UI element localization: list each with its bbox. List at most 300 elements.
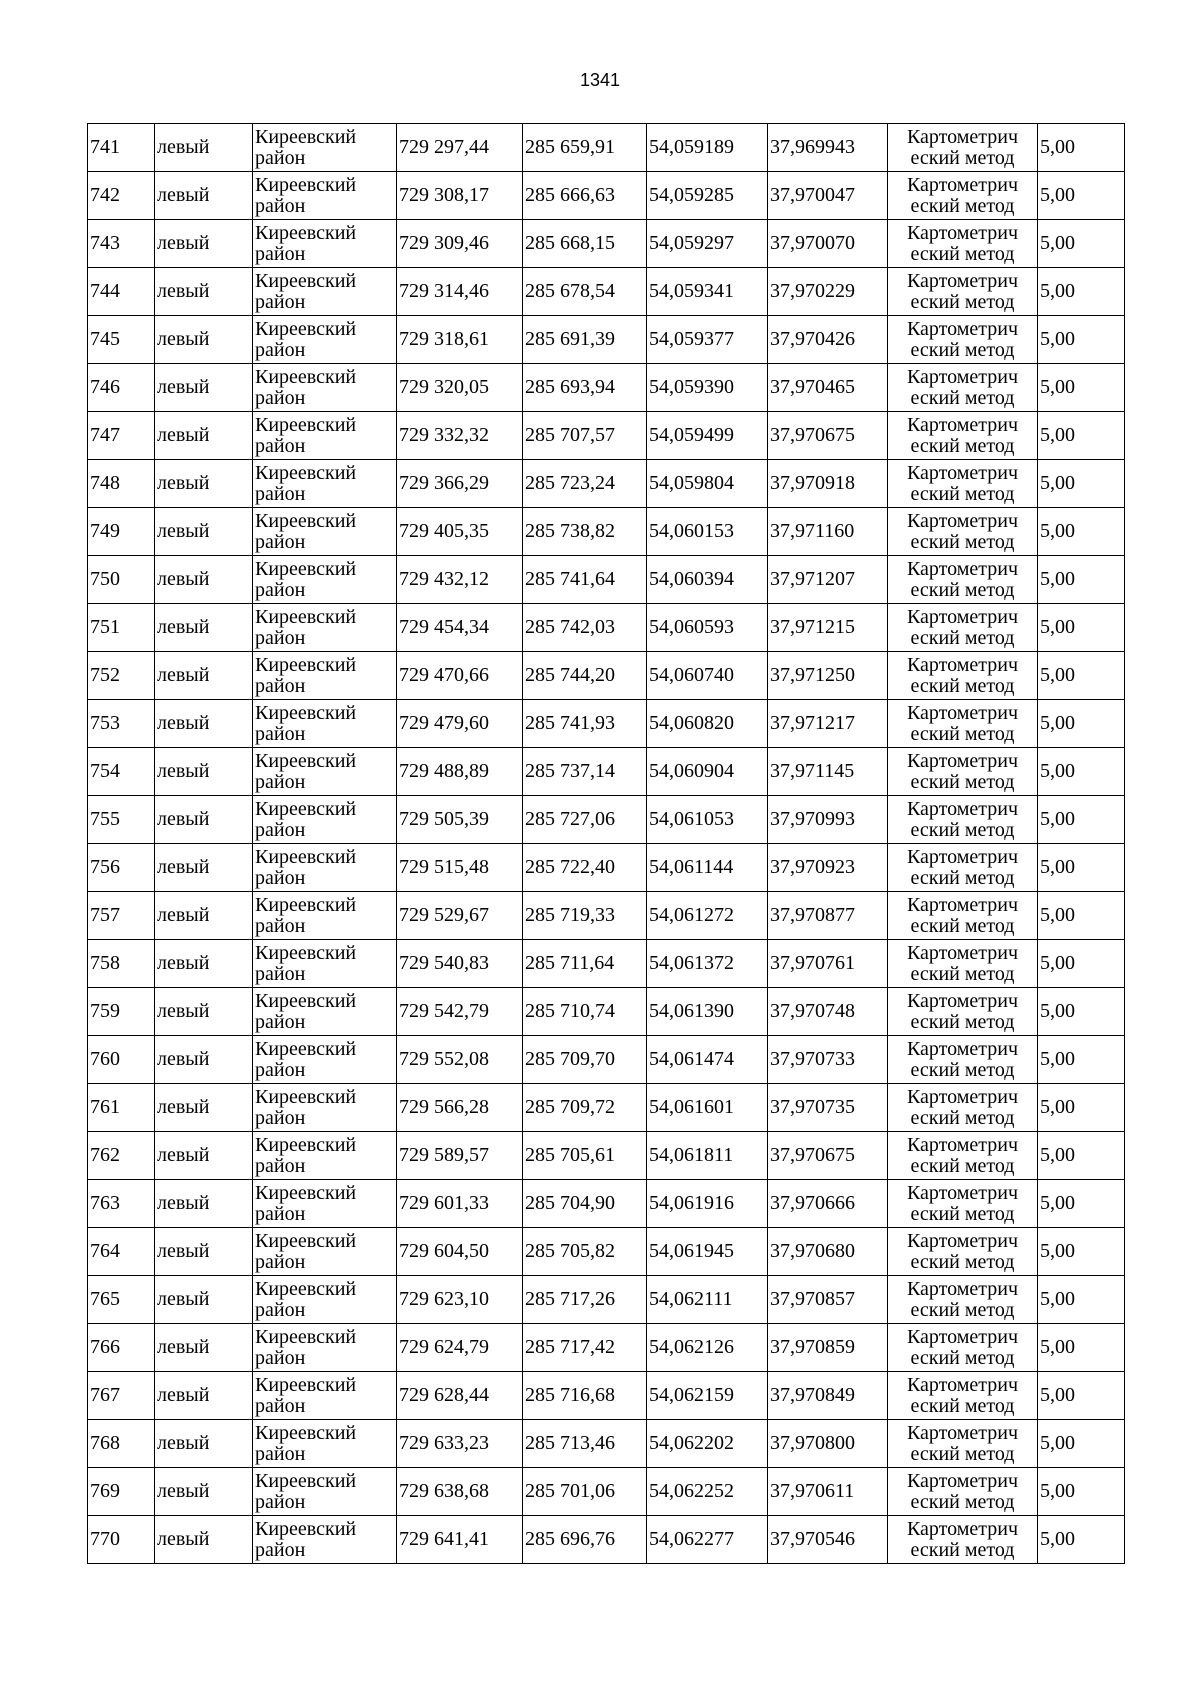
table-row	[88, 652, 1125, 700]
district-cell: Киреевский район	[253, 556, 397, 604]
side-cell: левый	[155, 1516, 253, 1564]
table-row	[88, 796, 1125, 844]
y-coordinate-cell: 285 727,06	[523, 796, 647, 844]
side-cell: левый	[155, 1324, 253, 1372]
latitude-cell: 54,060394	[647, 556, 768, 604]
table-row	[88, 364, 1125, 412]
table-row	[88, 700, 1125, 748]
method-cell: Картометрич еский метод	[888, 460, 1038, 508]
y-coordinate-cell: 285 717,26	[523, 1276, 647, 1324]
y-coordinate-cell: 285 741,93	[523, 700, 647, 748]
method-cell: Картометрич еский метод	[888, 508, 1038, 556]
y-coordinate-cell: 285 709,70	[523, 1036, 647, 1084]
x-coordinate-cell: 729 623,10	[397, 1276, 523, 1324]
accuracy-cell: 5,00	[1038, 700, 1125, 748]
table-row	[88, 1228, 1125, 1276]
accuracy-cell: 5,00	[1038, 988, 1125, 1036]
longitude-cell: 37,970611	[768, 1468, 888, 1516]
method-cell: Картометрич еский метод	[888, 1420, 1038, 1468]
y-coordinate-cell: 285 742,03	[523, 604, 647, 652]
side-cell: левый	[155, 1468, 253, 1516]
point-number-cell: 755	[88, 796, 155, 844]
district-cell: Киреевский район	[253, 1180, 397, 1228]
latitude-cell: 54,062159	[647, 1372, 768, 1420]
longitude-cell: 37,970923	[768, 844, 888, 892]
district-cell: Киреевский район	[253, 988, 397, 1036]
latitude-cell: 54,061390	[647, 988, 768, 1036]
side-cell: левый	[155, 892, 253, 940]
side-cell: левый	[155, 1084, 253, 1132]
y-coordinate-cell: 285 709,72	[523, 1084, 647, 1132]
district-cell: Киреевский район	[253, 460, 397, 508]
side-cell: левый	[155, 748, 253, 796]
point-number-cell: 768	[88, 1420, 155, 1468]
side-cell: левый	[155, 988, 253, 1036]
x-coordinate-cell: 729 332,32	[397, 412, 523, 460]
method-cell: Картометрич еский метод	[888, 940, 1038, 988]
x-coordinate-cell: 729 318,61	[397, 316, 523, 364]
side-cell: левый	[155, 412, 253, 460]
table-row	[88, 1276, 1125, 1324]
district-cell: Киреевский район	[253, 892, 397, 940]
point-number-cell: 758	[88, 940, 155, 988]
side-cell: левый	[155, 604, 253, 652]
y-coordinate-cell: 285 666,63	[523, 172, 647, 220]
accuracy-cell: 5,00	[1038, 556, 1125, 604]
side-cell: левый	[155, 1276, 253, 1324]
side-cell: левый	[155, 364, 253, 412]
longitude-cell: 37,970465	[768, 364, 888, 412]
coordinates-table	[87, 123, 1125, 1564]
accuracy-cell: 5,00	[1038, 1420, 1125, 1468]
side-cell: левый	[155, 796, 253, 844]
accuracy-cell: 5,00	[1038, 508, 1125, 556]
longitude-cell: 37,970859	[768, 1324, 888, 1372]
y-coordinate-cell: 285 737,14	[523, 748, 647, 796]
accuracy-cell: 5,00	[1038, 1228, 1125, 1276]
table-row	[88, 316, 1125, 364]
table-row	[88, 1468, 1125, 1516]
point-number-cell: 756	[88, 844, 155, 892]
method-cell: Картометрич еский метод	[888, 412, 1038, 460]
district-cell: Киреевский район	[253, 412, 397, 460]
point-number-cell: 754	[88, 748, 155, 796]
x-coordinate-cell: 729 641,41	[397, 1516, 523, 1564]
longitude-cell: 37,970666	[768, 1180, 888, 1228]
method-cell: Картометрич еский метод	[888, 844, 1038, 892]
latitude-cell: 54,060740	[647, 652, 768, 700]
y-coordinate-cell: 285 693,94	[523, 364, 647, 412]
point-number-cell: 763	[88, 1180, 155, 1228]
y-coordinate-cell: 285 707,57	[523, 412, 647, 460]
x-coordinate-cell: 729 604,50	[397, 1228, 523, 1276]
y-coordinate-cell: 285 716,68	[523, 1372, 647, 1420]
point-number-cell: 767	[88, 1372, 155, 1420]
y-coordinate-cell: 285 668,15	[523, 220, 647, 268]
latitude-cell: 54,061144	[647, 844, 768, 892]
longitude-cell: 37,970748	[768, 988, 888, 1036]
point-number-cell: 743	[88, 220, 155, 268]
x-coordinate-cell: 729 601,33	[397, 1180, 523, 1228]
longitude-cell: 37,970735	[768, 1084, 888, 1132]
district-cell: Киреевский район	[253, 1516, 397, 1564]
accuracy-cell: 5,00	[1038, 124, 1125, 172]
y-coordinate-cell: 285 738,82	[523, 508, 647, 556]
side-cell: левый	[155, 844, 253, 892]
longitude-cell: 37,970546	[768, 1516, 888, 1564]
latitude-cell: 54,060593	[647, 604, 768, 652]
longitude-cell: 37,970849	[768, 1372, 888, 1420]
method-cell: Картометрич еский метод	[888, 1132, 1038, 1180]
accuracy-cell: 5,00	[1038, 220, 1125, 268]
latitude-cell: 54,059189	[647, 124, 768, 172]
table-row	[88, 1372, 1125, 1420]
longitude-cell: 37,971207	[768, 556, 888, 604]
longitude-cell: 37,970800	[768, 1420, 888, 1468]
latitude-cell: 54,062126	[647, 1324, 768, 1372]
point-number-cell: 764	[88, 1228, 155, 1276]
x-coordinate-cell: 729 515,48	[397, 844, 523, 892]
accuracy-cell: 5,00	[1038, 364, 1125, 412]
x-coordinate-cell: 729 529,67	[397, 892, 523, 940]
method-cell: Картометрич еский метод	[888, 556, 1038, 604]
method-cell: Картометрич еский метод	[888, 1228, 1038, 1276]
latitude-cell: 54,061811	[647, 1132, 768, 1180]
latitude-cell: 54,059297	[647, 220, 768, 268]
table-body	[88, 124, 1125, 1564]
latitude-cell: 54,061272	[647, 892, 768, 940]
x-coordinate-cell: 729 542,79	[397, 988, 523, 1036]
point-number-cell: 752	[88, 652, 155, 700]
point-number-cell: 746	[88, 364, 155, 412]
point-number-cell: 761	[88, 1084, 155, 1132]
y-coordinate-cell: 285 659,91	[523, 124, 647, 172]
y-coordinate-cell: 285 678,54	[523, 268, 647, 316]
point-number-cell: 745	[88, 316, 155, 364]
latitude-cell: 54,061916	[647, 1180, 768, 1228]
side-cell: левый	[155, 1180, 253, 1228]
method-cell: Картометрич еский метод	[888, 988, 1038, 1036]
district-cell: Киреевский район	[253, 508, 397, 556]
x-coordinate-cell: 729 624,79	[397, 1324, 523, 1372]
side-cell: левый	[155, 652, 253, 700]
x-coordinate-cell: 729 505,39	[397, 796, 523, 844]
latitude-cell: 54,062252	[647, 1468, 768, 1516]
point-number-cell: 765	[88, 1276, 155, 1324]
table-row	[88, 124, 1125, 172]
longitude-cell: 37,970229	[768, 268, 888, 316]
table-row	[88, 892, 1125, 940]
method-cell: Картометрич еский метод	[888, 172, 1038, 220]
side-cell: левый	[155, 700, 253, 748]
accuracy-cell: 5,00	[1038, 316, 1125, 364]
longitude-cell: 37,971160	[768, 508, 888, 556]
accuracy-cell: 5,00	[1038, 1324, 1125, 1372]
y-coordinate-cell: 285 713,46	[523, 1420, 647, 1468]
point-number-cell: 770	[88, 1516, 155, 1564]
point-number-cell: 744	[88, 268, 155, 316]
y-coordinate-cell: 285 705,82	[523, 1228, 647, 1276]
table-row	[88, 604, 1125, 652]
table-row	[88, 1180, 1125, 1228]
side-cell: левый	[155, 124, 253, 172]
side-cell: левый	[155, 1228, 253, 1276]
method-cell: Картометрич еский метод	[888, 748, 1038, 796]
table-row	[88, 556, 1125, 604]
table-row	[88, 1132, 1125, 1180]
accuracy-cell: 5,00	[1038, 1180, 1125, 1228]
latitude-cell: 54,061474	[647, 1036, 768, 1084]
point-number-cell: 749	[88, 508, 155, 556]
method-cell: Картометрич еский метод	[888, 364, 1038, 412]
longitude-cell: 37,970426	[768, 316, 888, 364]
district-cell: Киреевский район	[253, 1276, 397, 1324]
x-coordinate-cell: 729 488,89	[397, 748, 523, 796]
latitude-cell: 54,061372	[647, 940, 768, 988]
accuracy-cell: 5,00	[1038, 604, 1125, 652]
y-coordinate-cell: 285 741,64	[523, 556, 647, 604]
point-number-cell: 759	[88, 988, 155, 1036]
district-cell: Киреевский район	[253, 220, 397, 268]
district-cell: Киреевский район	[253, 268, 397, 316]
district-cell: Киреевский район	[253, 364, 397, 412]
table-row	[88, 268, 1125, 316]
x-coordinate-cell: 729 628,44	[397, 1372, 523, 1420]
method-cell: Картометрич еский метод	[888, 220, 1038, 268]
point-number-cell: 753	[88, 700, 155, 748]
x-coordinate-cell: 729 470,66	[397, 652, 523, 700]
accuracy-cell: 5,00	[1038, 1516, 1125, 1564]
latitude-cell: 54,062202	[647, 1420, 768, 1468]
y-coordinate-cell: 285 705,61	[523, 1132, 647, 1180]
district-cell: Киреевский район	[253, 172, 397, 220]
accuracy-cell: 5,00	[1038, 268, 1125, 316]
latitude-cell: 54,060153	[647, 508, 768, 556]
latitude-cell: 54,059341	[647, 268, 768, 316]
latitude-cell: 54,061945	[647, 1228, 768, 1276]
district-cell: Киреевский район	[253, 1468, 397, 1516]
district-cell: Киреевский район	[253, 1420, 397, 1468]
method-cell: Картометрич еский метод	[888, 604, 1038, 652]
x-coordinate-cell: 729 308,17	[397, 172, 523, 220]
method-cell: Картометрич еский метод	[888, 1468, 1038, 1516]
y-coordinate-cell: 285 717,42	[523, 1324, 647, 1372]
accuracy-cell: 5,00	[1038, 1036, 1125, 1084]
table-row	[88, 1084, 1125, 1132]
longitude-cell: 37,970675	[768, 1132, 888, 1180]
latitude-cell: 54,062277	[647, 1516, 768, 1564]
accuracy-cell: 5,00	[1038, 748, 1125, 796]
method-cell: Картометрич еский метод	[888, 652, 1038, 700]
side-cell: левый	[155, 940, 253, 988]
accuracy-cell: 5,00	[1038, 844, 1125, 892]
accuracy-cell: 5,00	[1038, 1132, 1125, 1180]
district-cell: Киреевский район	[253, 940, 397, 988]
x-coordinate-cell: 729 432,12	[397, 556, 523, 604]
point-number-cell: 769	[88, 1468, 155, 1516]
method-cell: Картометрич еский метод	[888, 124, 1038, 172]
district-cell: Киреевский район	[253, 316, 397, 364]
method-cell: Картометрич еский метод	[888, 1276, 1038, 1324]
accuracy-cell: 5,00	[1038, 652, 1125, 700]
x-coordinate-cell: 729 309,46	[397, 220, 523, 268]
table-row	[88, 1324, 1125, 1372]
latitude-cell: 54,061601	[647, 1084, 768, 1132]
side-cell: левый	[155, 1420, 253, 1468]
side-cell: левый	[155, 460, 253, 508]
side-cell: левый	[155, 1036, 253, 1084]
table-row	[88, 220, 1125, 268]
point-number-cell: 760	[88, 1036, 155, 1084]
longitude-cell: 37,970877	[768, 892, 888, 940]
longitude-cell: 37,970047	[768, 172, 888, 220]
page-number: 1341	[579, 70, 621, 90]
longitude-cell: 37,970918	[768, 460, 888, 508]
longitude-cell: 37,970761	[768, 940, 888, 988]
y-coordinate-cell: 285 719,33	[523, 892, 647, 940]
longitude-cell: 37,970675	[768, 412, 888, 460]
side-cell: левый	[155, 556, 253, 604]
accuracy-cell: 5,00	[1038, 940, 1125, 988]
accuracy-cell: 5,00	[1038, 796, 1125, 844]
y-coordinate-cell: 285 711,64	[523, 940, 647, 988]
point-number-cell: 766	[88, 1324, 155, 1372]
table-row	[88, 1036, 1125, 1084]
y-coordinate-cell: 285 722,40	[523, 844, 647, 892]
table-row	[88, 508, 1125, 556]
table-row	[88, 412, 1125, 460]
x-coordinate-cell: 729 320,05	[397, 364, 523, 412]
point-number-cell: 757	[88, 892, 155, 940]
table-row	[88, 460, 1125, 508]
district-cell: Киреевский район	[253, 1372, 397, 1420]
longitude-cell: 37,969943	[768, 124, 888, 172]
y-coordinate-cell: 285 723,24	[523, 460, 647, 508]
x-coordinate-cell: 729 589,57	[397, 1132, 523, 1180]
district-cell: Киреевский район	[253, 796, 397, 844]
accuracy-cell: 5,00	[1038, 892, 1125, 940]
side-cell: левый	[155, 172, 253, 220]
x-coordinate-cell: 729 405,35	[397, 508, 523, 556]
method-cell: Картометрич еский метод	[888, 892, 1038, 940]
point-number-cell: 762	[88, 1132, 155, 1180]
district-cell: Киреевский район	[253, 1084, 397, 1132]
x-coordinate-cell: 729 552,08	[397, 1036, 523, 1084]
table-row	[88, 1516, 1125, 1564]
side-cell: левый	[155, 1132, 253, 1180]
x-coordinate-cell: 729 314,46	[397, 268, 523, 316]
table-row	[88, 988, 1125, 1036]
side-cell: левый	[155, 220, 253, 268]
table-row	[88, 172, 1125, 220]
side-cell: левый	[155, 1372, 253, 1420]
method-cell: Картометрич еский метод	[888, 1372, 1038, 1420]
longitude-cell: 37,970680	[768, 1228, 888, 1276]
accuracy-cell: 5,00	[1038, 460, 1125, 508]
point-number-cell: 742	[88, 172, 155, 220]
table-row	[88, 844, 1125, 892]
y-coordinate-cell: 285 696,76	[523, 1516, 647, 1564]
accuracy-cell: 5,00	[1038, 412, 1125, 460]
x-coordinate-cell: 729 479,60	[397, 700, 523, 748]
longitude-cell: 37,970993	[768, 796, 888, 844]
point-number-cell: 751	[88, 604, 155, 652]
table-row	[88, 940, 1125, 988]
method-cell: Картометрич еский метод	[888, 268, 1038, 316]
x-coordinate-cell: 729 566,28	[397, 1084, 523, 1132]
district-cell: Киреевский район	[253, 1324, 397, 1372]
side-cell: левый	[155, 268, 253, 316]
longitude-cell: 37,971215	[768, 604, 888, 652]
latitude-cell: 54,059499	[647, 412, 768, 460]
x-coordinate-cell: 729 454,34	[397, 604, 523, 652]
latitude-cell: 54,061053	[647, 796, 768, 844]
district-cell: Киреевский район	[253, 748, 397, 796]
x-coordinate-cell: 729 366,29	[397, 460, 523, 508]
method-cell: Картометрич еский метод	[888, 1516, 1038, 1564]
latitude-cell: 54,059377	[647, 316, 768, 364]
y-coordinate-cell: 285 701,06	[523, 1468, 647, 1516]
district-cell: Киреевский район	[253, 604, 397, 652]
latitude-cell: 54,060820	[647, 700, 768, 748]
district-cell: Киреевский район	[253, 124, 397, 172]
accuracy-cell: 5,00	[1038, 1084, 1125, 1132]
x-coordinate-cell: 729 638,68	[397, 1468, 523, 1516]
method-cell: Картометрич еский метод	[888, 316, 1038, 364]
side-cell: левый	[155, 508, 253, 556]
point-number-cell: 750	[88, 556, 155, 604]
method-cell: Картометрич еский метод	[888, 1036, 1038, 1084]
accuracy-cell: 5,00	[1038, 1276, 1125, 1324]
longitude-cell: 37,971145	[768, 748, 888, 796]
district-cell: Киреевский район	[253, 844, 397, 892]
latitude-cell: 54,062111	[647, 1276, 768, 1324]
y-coordinate-cell: 285 710,74	[523, 988, 647, 1036]
latitude-cell: 54,059390	[647, 364, 768, 412]
point-number-cell: 747	[88, 412, 155, 460]
x-coordinate-cell: 729 633,23	[397, 1420, 523, 1468]
latitude-cell: 54,060904	[647, 748, 768, 796]
side-cell: левый	[155, 316, 253, 364]
longitude-cell: 37,971250	[768, 652, 888, 700]
method-cell: Картометрич еский метод	[888, 1084, 1038, 1132]
x-coordinate-cell: 729 540,83	[397, 940, 523, 988]
accuracy-cell: 5,00	[1038, 172, 1125, 220]
point-number-cell: 741	[88, 124, 155, 172]
table-row	[88, 1420, 1125, 1468]
y-coordinate-cell: 285 691,39	[523, 316, 647, 364]
y-coordinate-cell: 285 704,90	[523, 1180, 647, 1228]
accuracy-cell: 5,00	[1038, 1468, 1125, 1516]
latitude-cell: 54,059804	[647, 460, 768, 508]
district-cell: Киреевский район	[253, 1132, 397, 1180]
table-row	[88, 748, 1125, 796]
district-cell: Киреевский район	[253, 1036, 397, 1084]
longitude-cell: 37,970070	[768, 220, 888, 268]
longitude-cell: 37,970733	[768, 1036, 888, 1084]
y-coordinate-cell: 285 744,20	[523, 652, 647, 700]
method-cell: Картометрич еский метод	[888, 1180, 1038, 1228]
longitude-cell: 37,971217	[768, 700, 888, 748]
district-cell: Киреевский район	[253, 652, 397, 700]
longitude-cell: 37,970857	[768, 1276, 888, 1324]
method-cell: Картометрич еский метод	[888, 1324, 1038, 1372]
x-coordinate-cell: 729 297,44	[397, 124, 523, 172]
point-number-cell: 748	[88, 460, 155, 508]
method-cell: Картометрич еский метод	[888, 700, 1038, 748]
district-cell: Киреевский район	[253, 700, 397, 748]
latitude-cell: 54,059285	[647, 172, 768, 220]
